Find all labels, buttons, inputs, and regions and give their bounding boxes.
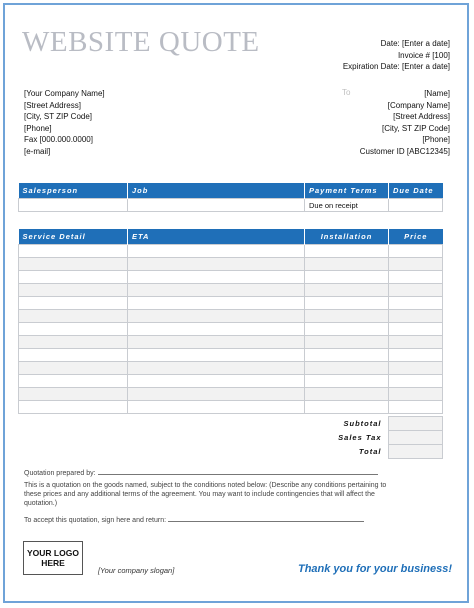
quote-meta [343,38,450,73]
job-cell[interactable] [128,199,305,212]
sales-info-table [18,183,443,212]
sales-tax-value[interactable] [388,431,442,445]
company-street-field[interactable]: [Street Address] [24,100,81,110]
to-label: To [342,88,351,97]
table-row [19,284,443,297]
customer-city-field[interactable]: [City, ST ZIP Code] [381,123,450,133]
expiration-date-field[interactable]: Expiration Date: [Enter a date] [342,62,450,71]
logo-placeholder: YOUR LOGO HERE [23,541,83,575]
salesperson-cell[interactable] [19,199,128,212]
table-row [19,362,443,375]
company-address-block [24,88,105,157]
document-title: WEBSITE QUOTE [22,26,260,58]
due-date-header: Due Date [389,183,443,199]
table-row [19,349,443,362]
customer-street-field[interactable]: [Street Address] [393,112,450,121]
table-row [19,245,443,258]
due-date-cell[interactable] [389,199,443,212]
table-row [19,375,443,388]
thank-you-message: Thank you for your business! [297,563,452,575]
table-row [19,401,443,414]
accept-line [24,514,394,525]
prepared-by-signature-line[interactable] [98,467,378,475]
accept-signature-line[interactable] [168,514,364,522]
prepared-by-line [24,467,394,478]
payment-terms-cell[interactable]: Due on receipt [305,199,389,212]
subtotal-label: Subtotal [343,419,382,428]
job-header: Job [128,183,305,199]
totals-table [18,416,443,459]
table-row [19,323,443,336]
customer-address-block [360,88,450,157]
company-phone-field[interactable]: [Phone] [24,123,52,133]
quotation-disclaimer: This is a quotation on the goods named, subject to the conditions noted below: (Describe any conditions pertaining to these prices and any additional terms of the agreement. You may want to include contingencies that will affect the quotation.) [24,482,387,507]
salesperson-header: Salesperson [19,183,128,199]
installation-header: Installation [305,229,389,245]
table-row [19,336,443,349]
company-name-field[interactable]: [Your Company Name] [24,89,105,98]
company-city-field[interactable]: [City, ST ZIP Code] [24,112,93,121]
payment-terms-header: Payment Terms [305,183,389,199]
customer-name-field[interactable]: [Name] [424,89,450,98]
invoice-number-field[interactable]: Invoice # [100] [397,50,450,60]
total-label: Total [358,447,382,456]
customer-id-field[interactable]: Customer ID [ABC12345] [359,146,450,156]
accept-label: To accept this quotation, sign here and return: [24,517,167,524]
company-email-field[interactable]: [e-mail] [24,146,51,156]
table-row [19,271,443,284]
customer-company-field[interactable]: [Company Name] [387,100,450,110]
subtotal-value[interactable] [388,417,442,431]
table-row [19,297,443,310]
service-detail-table [18,229,443,414]
prepared-by-label: Quotation prepared by: [24,470,96,477]
total-value[interactable] [388,445,442,459]
table-row [19,310,443,323]
table-row [19,388,443,401]
table-row [19,258,443,271]
price-header: Price [389,229,443,245]
date-field[interactable]: Date: [Enter a date] [380,39,450,48]
company-fax-field[interactable]: Fax [000.000.0000] [24,135,93,144]
service-detail-header: Service Detail [19,229,128,245]
table-row [19,199,443,212]
company-slogan[interactable]: [Your company slogan] [98,566,175,575]
sales-tax-label: Sales Tax [338,433,382,442]
eta-header: ETA [128,229,305,245]
customer-phone-field[interactable]: [Phone] [422,135,450,144]
